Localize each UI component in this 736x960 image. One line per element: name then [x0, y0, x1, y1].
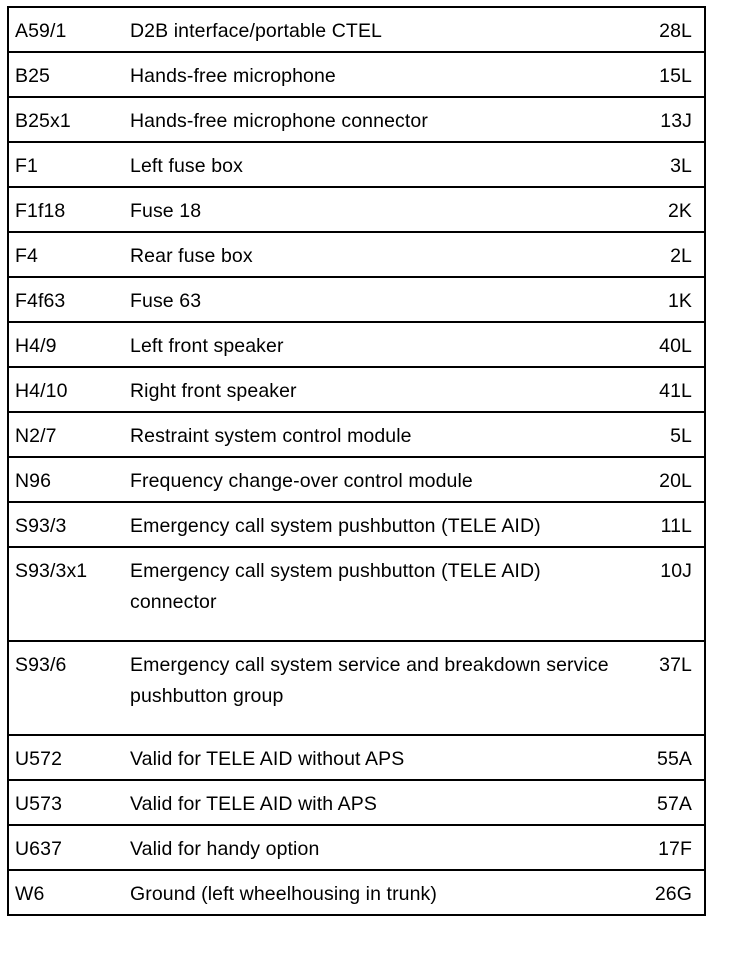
grid-reference: 20L	[630, 457, 705, 502]
table-row	[8, 232, 705, 277]
grid-reference: 55A	[630, 735, 705, 780]
component-code: W6	[8, 870, 130, 915]
table-row	[8, 187, 705, 232]
component-code: U573	[8, 780, 130, 825]
component-description: Hands-free microphone connector	[130, 97, 630, 142]
grid-reference: 10J	[630, 547, 705, 641]
component-description: Right front speaker	[130, 367, 630, 412]
component-code: U637	[8, 825, 130, 870]
component-code: F1f18	[8, 187, 130, 232]
table-row	[8, 825, 705, 870]
component-code: A59/1	[8, 7, 130, 52]
table-row	[8, 412, 705, 457]
component-description: Fuse 18	[130, 187, 630, 232]
grid-reference: 40L	[630, 322, 705, 367]
component-code: S93/3x1	[8, 547, 130, 641]
component-code: F4	[8, 232, 130, 277]
component-code: N2/7	[8, 412, 130, 457]
grid-reference: 57A	[630, 780, 705, 825]
component-description: Fuse 63	[130, 277, 630, 322]
component-code: F1	[8, 142, 130, 187]
component-code: B25	[8, 52, 130, 97]
component-description: Restraint system control module	[130, 412, 630, 457]
table-row	[8, 7, 705, 52]
table-row	[8, 502, 705, 547]
grid-reference: 3L	[630, 142, 705, 187]
grid-reference: 2L	[630, 232, 705, 277]
grid-reference: 28L	[630, 7, 705, 52]
grid-reference: 15L	[630, 52, 705, 97]
table-row	[8, 457, 705, 502]
component-description: Emergency call system service and breakdown service pushbutton group	[130, 641, 630, 735]
table-row	[8, 277, 705, 322]
grid-reference: 37L	[630, 641, 705, 735]
component-code: S93/3	[8, 502, 130, 547]
component-description: Hands-free microphone	[130, 52, 630, 97]
component-code: B25x1	[8, 97, 130, 142]
grid-reference: 5L	[630, 412, 705, 457]
component-code: H4/9	[8, 322, 130, 367]
grid-reference: 13J	[630, 97, 705, 142]
table-row	[8, 547, 705, 641]
grid-reference: 1K	[630, 277, 705, 322]
component-description: Emergency call system pushbutton (TELE AID)	[130, 502, 630, 547]
table-row	[8, 641, 705, 735]
component-code: N96	[8, 457, 130, 502]
component-description: Ground (left wheelhousing in trunk)	[130, 870, 630, 915]
component-description: Rear fuse box	[130, 232, 630, 277]
component-code: U572	[8, 735, 130, 780]
table-row	[8, 52, 705, 97]
component-description: Valid for TELE AID without APS	[130, 735, 630, 780]
grid-reference: 11L	[630, 502, 705, 547]
component-code: S93/6	[8, 641, 130, 735]
table-row	[8, 142, 705, 187]
table-row	[8, 97, 705, 142]
component-description: Valid for TELE AID with APS	[130, 780, 630, 825]
component-description: D2B interface/portable CTEL	[130, 7, 630, 52]
grid-reference: 2K	[630, 187, 705, 232]
table-row	[8, 322, 705, 367]
component-description: Frequency change-over control module	[130, 457, 630, 502]
component-legend-table	[7, 6, 706, 916]
grid-reference: 41L	[630, 367, 705, 412]
component-description: Left fuse box	[130, 142, 630, 187]
table-row	[8, 780, 705, 825]
grid-reference: 17F	[630, 825, 705, 870]
table-row	[8, 870, 705, 915]
component-code: F4f63	[8, 277, 130, 322]
component-code: H4/10	[8, 367, 130, 412]
component-description: Left front speaker	[130, 322, 630, 367]
grid-reference: 26G	[630, 870, 705, 915]
component-description: Emergency call system pushbutton (TELE AID) connector	[130, 547, 630, 641]
component-description: Valid for handy option	[130, 825, 630, 870]
table-row	[8, 735, 705, 780]
table-row	[8, 367, 705, 412]
